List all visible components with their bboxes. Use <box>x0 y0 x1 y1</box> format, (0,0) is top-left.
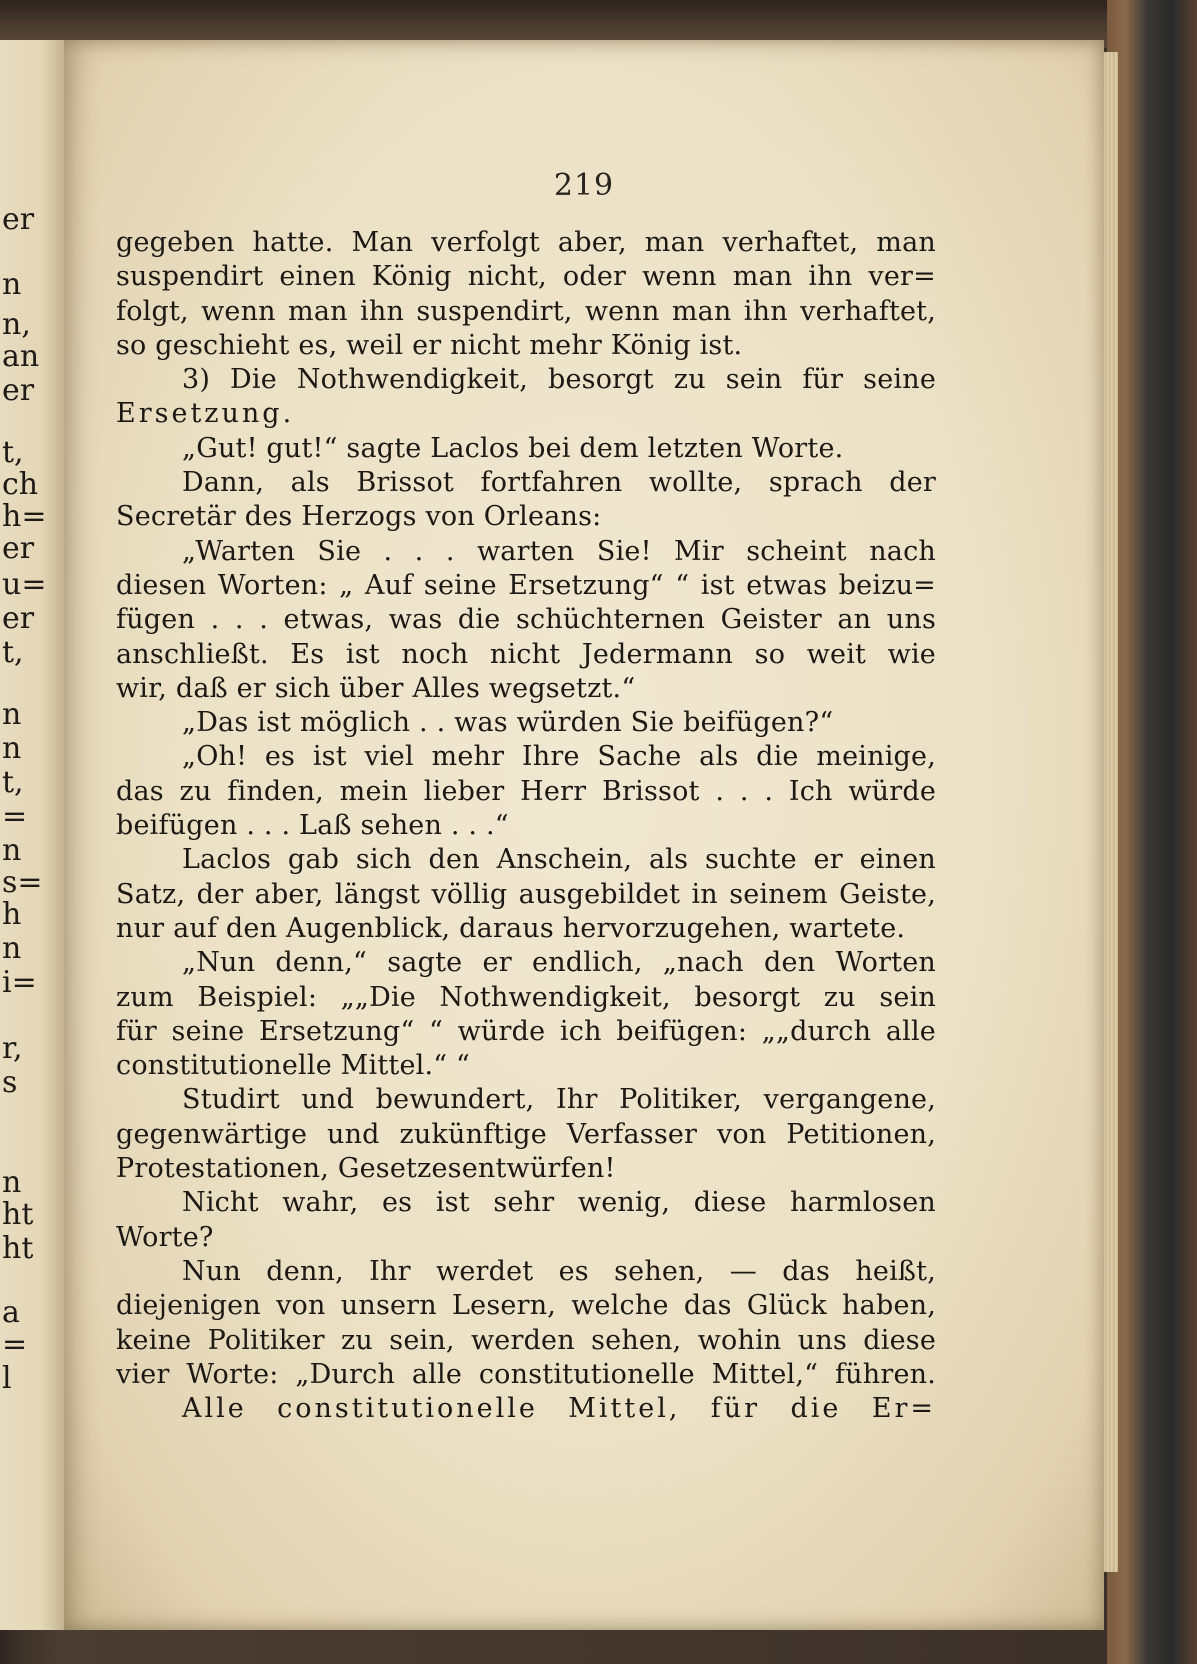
left-page-text-fragment: n <box>2 833 22 868</box>
text-line: Protestationen, Gesetzesentwürfen! <box>116 1153 616 1185</box>
left-page-text-fragment: s= <box>2 865 43 900</box>
left-page-text-fragment: n <box>2 697 22 732</box>
left-page-edge <box>0 40 70 1630</box>
text-line: suspendirt einen König nicht, oder wenn man ihn ver= <box>116 261 936 293</box>
text-line: 3) Die Nothwendigkeit, besorgt zu sein für seine <box>182 364 936 396</box>
text-line: constitutionelle Mittel.“ “ <box>116 1050 471 1082</box>
left-page-text-fragment: n <box>2 931 22 966</box>
text-line: Worte? <box>116 1221 214 1253</box>
text-line: „Nun denn,“ sagte er endlich, „nach den Worten <box>182 947 936 979</box>
left-page-text-fragment: t, <box>2 435 24 470</box>
text-line: keine Politiker zu sein, werden sehen, wohin uns diese <box>116 1324 936 1356</box>
text-line: wir, daß er sich über Alles wegsetzt.“ <box>116 672 636 704</box>
left-page-text-fragment: n <box>2 1165 22 1200</box>
text-line: Laclos gab sich den Anschein, als suchte er einen <box>182 844 936 876</box>
left-page-text-fragment: n <box>2 267 22 302</box>
text-line: Ersetzung. <box>116 398 295 430</box>
left-page-text-fragment: = <box>2 1327 28 1362</box>
text-line: nur auf den Augenblick, daraus hervorzugehen, wartete. <box>116 912 906 944</box>
left-page-text-fragment: n, <box>2 307 31 342</box>
text-line: folgt, wenn man ihn suspendirt, wenn man ihn verhaftet, <box>116 295 936 327</box>
text-line: diejenigen von unsern Lesern, welche das Glück haben, <box>116 1290 936 1322</box>
left-page-text-fragment: n <box>2 731 22 766</box>
left-page-text-fragment: i= <box>2 965 37 1000</box>
text-line: gegeben hatte. Man verfolgt aber, man verhaftet, man <box>116 227 936 258</box>
left-page-text-fragment: er <box>2 531 35 566</box>
text-line: für seine Ersetzung“ “ würde ich beifügen: „„durch alle <box>116 1015 936 1047</box>
text-line: Secretär des Herzogs von Orleans: <box>116 501 602 533</box>
text-line: „Oh! es ist viel mehr Ihre Sache als die meinige, <box>182 741 936 773</box>
text-line: so geschieht es, weil er nicht mehr König ist. <box>116 329 743 361</box>
text-line: Satz, der aber, längst völlig ausgebildet in seinem Geiste, <box>116 878 936 910</box>
text-line: „Das ist möglich . . was würden Sie beifügen?“ <box>182 707 834 739</box>
left-page-text-fragment: l <box>2 1361 12 1396</box>
text-line: Nicht wahr, es ist sehr wenig, diese harmlosen <box>182 1187 936 1219</box>
left-page-text-fragment: er <box>2 601 35 636</box>
left-page-text-fragment: t, <box>2 765 24 800</box>
text-line: Nun denn, Ihr werdet es sehen, — das heißt, <box>182 1255 936 1287</box>
left-page-text-fragment: t, <box>2 635 24 670</box>
left-page-text-fragment: er <box>2 202 35 237</box>
text-line: Dann, als Brissot fortfahren wollte, sprach der <box>182 467 936 499</box>
text-line: „Gut! gut!“ sagte Laclos bei dem letzten Worte. <box>182 432 844 464</box>
left-page-text-fragment: ht <box>2 1231 34 1266</box>
left-page-text-fragment: ht <box>2 1197 34 1232</box>
text-line: das zu finden, mein lieber Herr Brissot . . . Ich würde <box>116 775 936 807</box>
left-page-text-fragment: a <box>2 1295 20 1330</box>
text-line: beifügen . . . Laß sehen . . .“ <box>116 810 509 842</box>
left-page-text-fragment: h= <box>2 499 47 534</box>
text-line: vier Worte: „Durch alle constitutionelle Mittel,“ führen. <box>116 1358 936 1390</box>
text-line: zum Beispiel: „„Die Nothwendigkeit, besorgt zu sein <box>116 981 936 1013</box>
text-line: anschließt. Es ist noch nicht Jedermann so weit wie <box>116 638 936 670</box>
left-page-text-fragment: = <box>2 799 28 834</box>
book-cover-right <box>1107 0 1197 1664</box>
text-line: „Warten Sie . . . warten Sie! Mir scheint nach <box>182 535 936 567</box>
left-page-text-fragment: ch <box>2 467 39 502</box>
book-page <box>64 40 1104 1630</box>
page-text <box>116 226 936 1426</box>
text-line: gegenwärtige und zukünftige Verfasser von Petitionen, <box>116 1118 936 1150</box>
text-line: fügen . . . etwas, was die schüchternen Geister an uns <box>116 604 936 636</box>
left-page-text-fragment: an <box>2 339 40 374</box>
left-page-text-fragment: h <box>2 897 22 932</box>
left-page-text-fragment: r, <box>2 1031 23 1066</box>
left-page-text-fragment: s <box>2 1065 18 1100</box>
text-line: Alle constitutionelle Mittel, für die Er= <box>182 1393 936 1425</box>
left-page-text-fragment: u= <box>2 567 47 602</box>
left-page-text-fragment: er <box>2 373 35 408</box>
text-line: Studirt und bewundert, Ihr Politiker, vergangene, <box>182 1084 936 1116</box>
page-number: 219 <box>553 168 615 203</box>
text-line: diesen Worten: „ Auf seine Ersetzung“ “ ist etwas beizu= <box>116 569 936 601</box>
